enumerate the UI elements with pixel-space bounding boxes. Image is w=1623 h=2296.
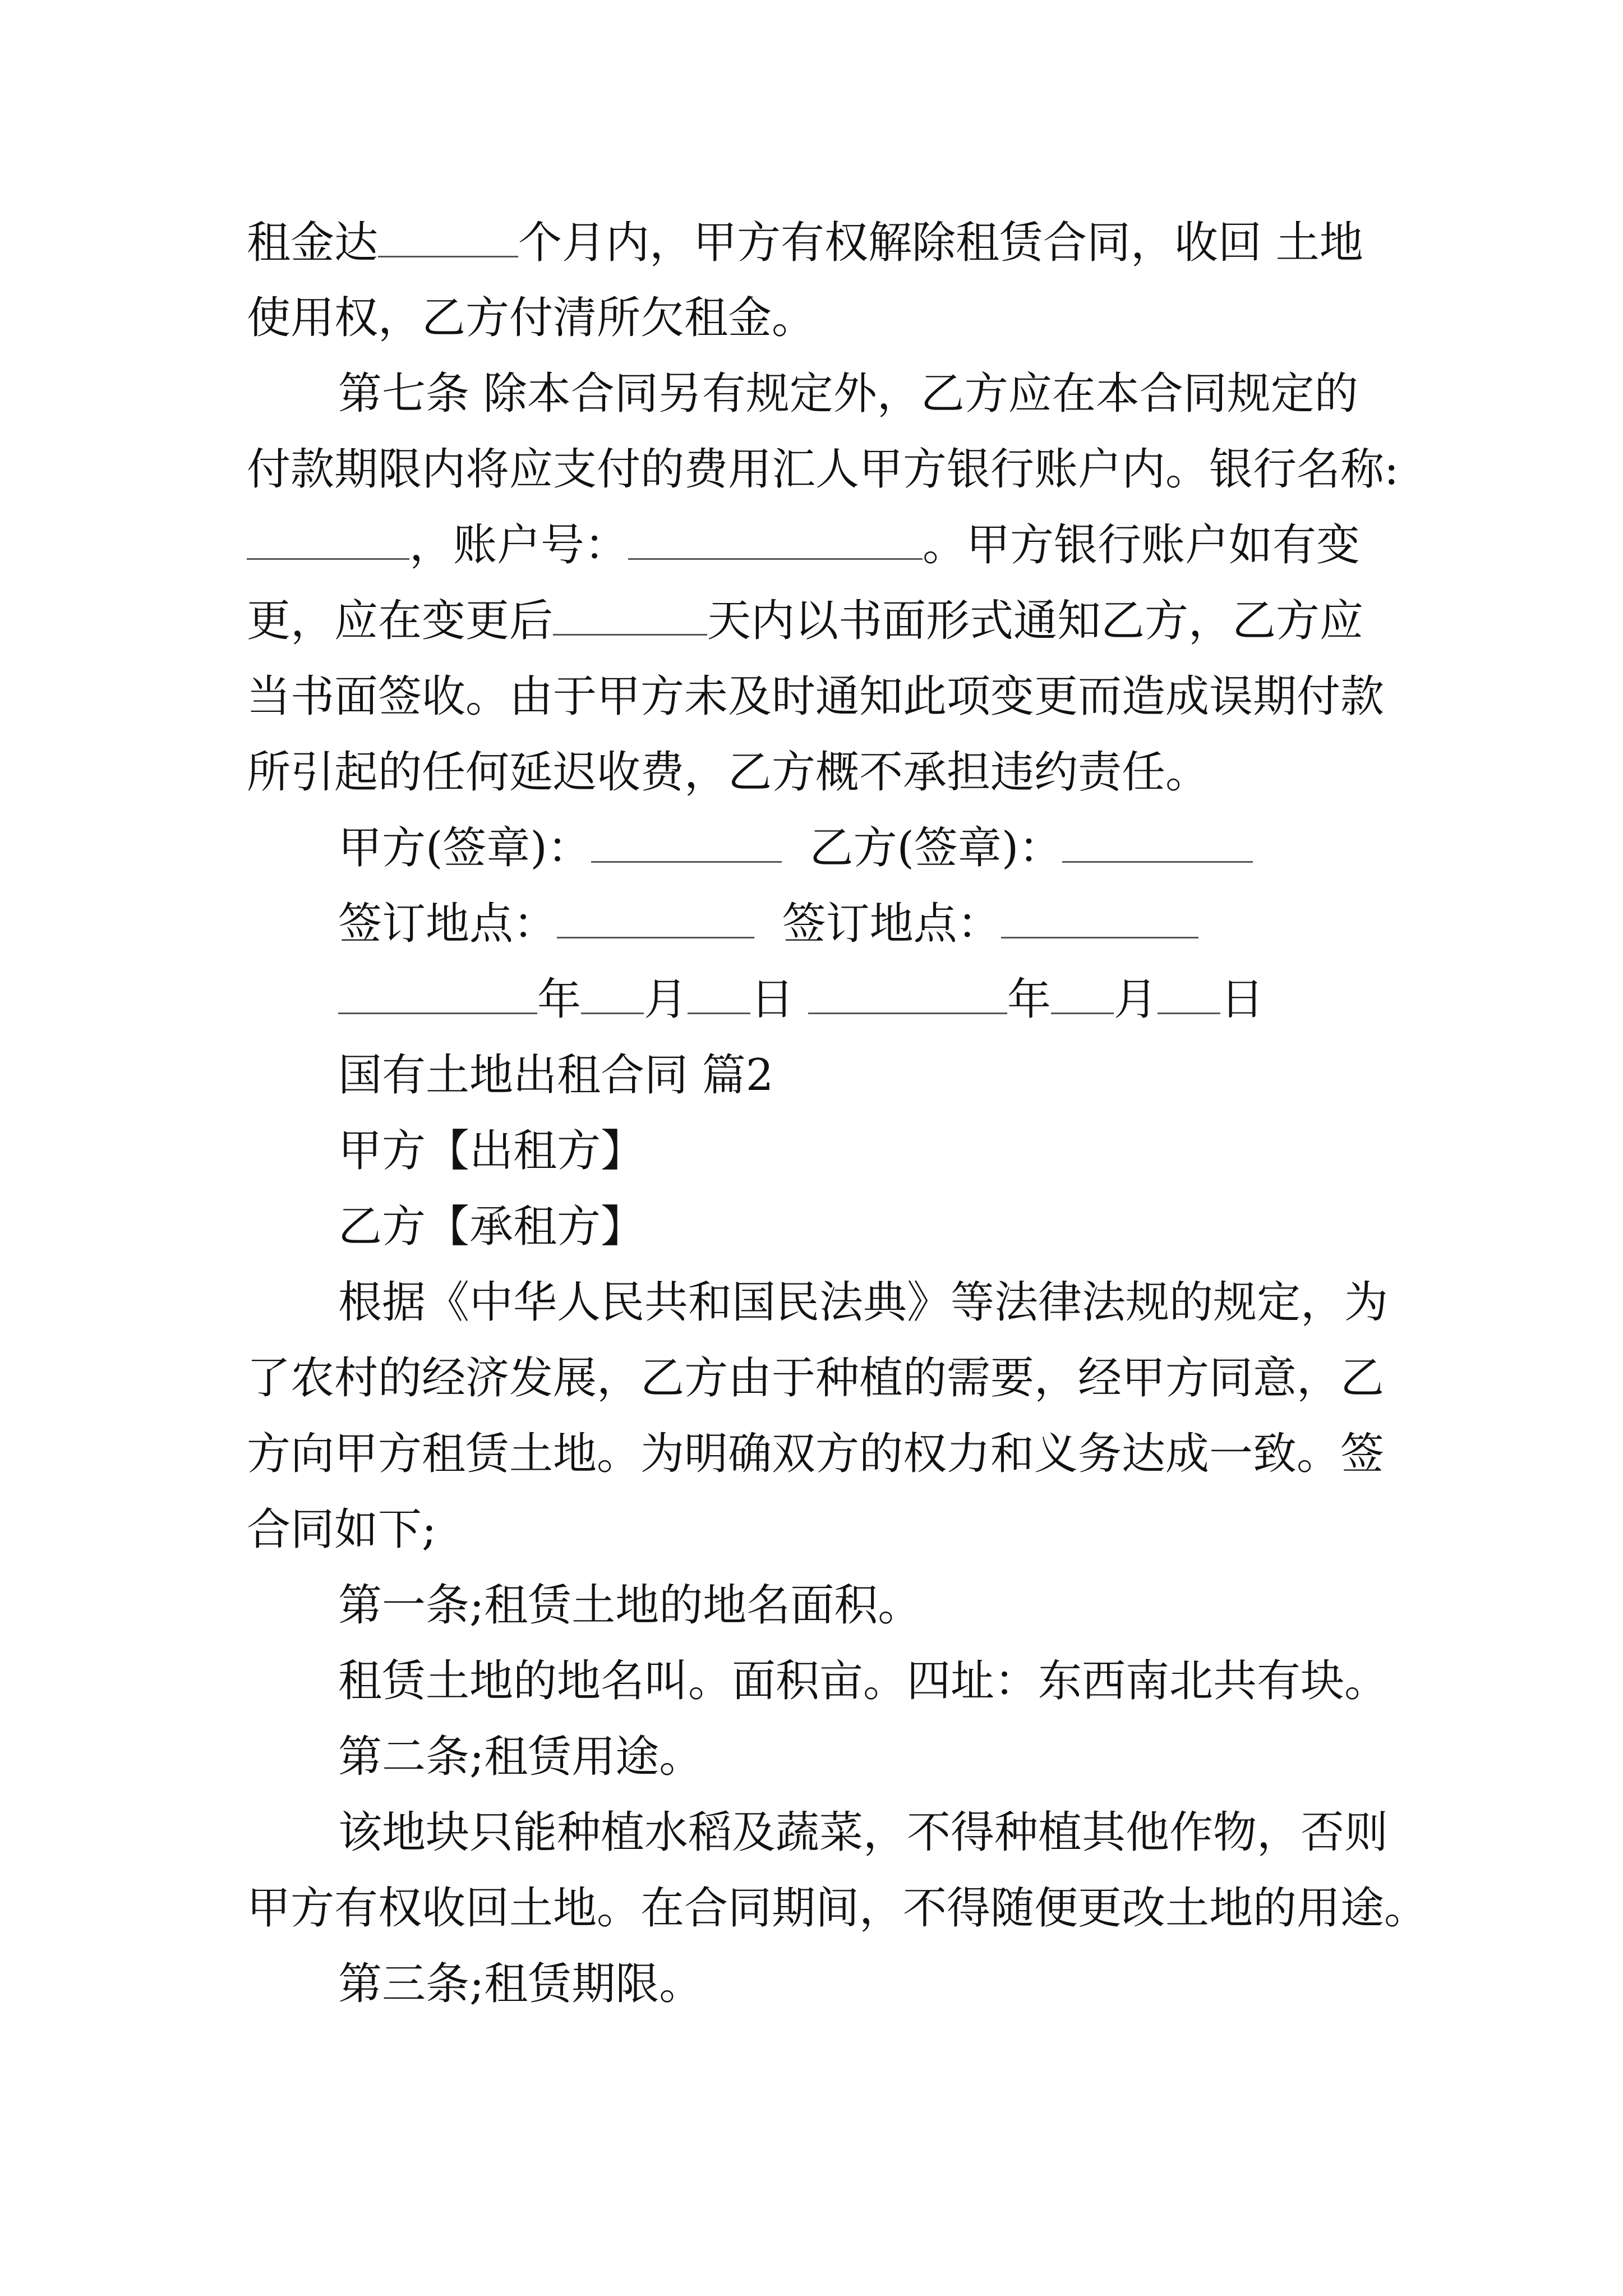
text-segment: 。甲方银行账户如有变 <box>923 520 1361 570</box>
text-line: 所引起的任何延迟收费，乙方概不承担违约责任。 <box>247 747 1210 798</box>
text-line: 方向甲方租赁土地。为明确双方的权力和义务达成一致。签 <box>247 1429 1385 1479</box>
text-line: 付款期限内将应支付的费用汇人甲方银行账户内。银行名称: <box>247 444 1399 495</box>
section-heading: 国有土地出租合同 篇2 <box>338 1050 774 1101</box>
paragraph-start-line: 该地块只能种植水稻及蔬菜，不得种植其他作物，否则 <box>338 1807 1389 1858</box>
month-label: 月 <box>644 974 688 1025</box>
bank-name-blank <box>247 523 409 560</box>
fill-in-blank <box>378 221 518 257</box>
paragraph-start-line: 第七条 除本合同另有规定外，乙方应在本合同规定的 <box>338 369 1358 419</box>
party-a-place-blank <box>557 902 754 938</box>
text-line: 第二条;租赁用途。 <box>338 1732 703 1782</box>
text-line <box>247 517 1360 573</box>
party-b-place-blank <box>1001 902 1198 938</box>
day-label: 日 <box>1220 974 1264 1025</box>
text-line: 第三条;租赁期限。 <box>338 1959 703 2009</box>
day-label: 日 <box>750 974 795 1025</box>
text-segment: 租金达 <box>247 218 379 268</box>
text-line <box>247 593 1363 649</box>
day-blank <box>688 978 750 1014</box>
text-line: 合同如下; <box>247 1504 437 1555</box>
text-segment: 天内以书面形式通知乙方，乙方应 <box>707 596 1364 646</box>
year-blank <box>808 978 1007 1014</box>
party-a-place-label: 签订地点： <box>338 899 557 949</box>
text-line: 了农村的经济发展，乙方由于种植的需要，经甲方同意，乙 <box>247 1353 1385 1404</box>
days-blank <box>553 599 707 636</box>
text-segment: ，账户号： <box>409 520 629 570</box>
party-b-sign-blank <box>1062 826 1253 863</box>
signing-place-line <box>338 896 1198 952</box>
text-line: 使用权，乙方付清所欠租金。 <box>247 293 816 343</box>
text-line: 甲方有权收回土地。在合同期间，不得随便更改土地的用途。 <box>247 1883 1428 1934</box>
text-line: 租赁土地的地名叫。面积亩。四址：东西南北共有块。 <box>338 1656 1389 1706</box>
text-line: 甲方【出租方】 <box>338 1126 645 1176</box>
text-line: 第一条;租赁土地的地名面积。 <box>338 1580 922 1631</box>
party-a-sign-label: 甲方(签章)： <box>338 823 591 873</box>
text-line: 当书面签收。由于甲方未及时通知此项变更而造成误期付款 <box>247 671 1385 722</box>
year-blank <box>338 978 537 1014</box>
month-blank <box>1051 978 1114 1014</box>
month-blank <box>581 978 644 1014</box>
date-line <box>338 972 1264 1028</box>
text-segment: 更，应在变更后 <box>247 596 554 646</box>
text-segment: 个月内，甲方有权解除租赁合同，收回 土地 <box>518 218 1363 268</box>
party-b-place-label: 签订地点： <box>782 899 1001 949</box>
party-b-sign-label: 乙方(签章)： <box>809 823 1063 873</box>
day-blank <box>1158 978 1220 1014</box>
account-number-blank <box>628 523 923 560</box>
year-label: 年 <box>1007 974 1051 1025</box>
signature-line <box>338 820 1253 876</box>
party-a-sign-blank <box>591 826 782 863</box>
paragraph-start-line: 根据《中华人民共和国民法典》等法律法规的规定，为 <box>338 1277 1389 1328</box>
year-label: 年 <box>537 974 582 1025</box>
text-line <box>247 215 1363 271</box>
text-line: 乙方【承租方】 <box>338 1202 645 1252</box>
month-label: 月 <box>1113 974 1158 1025</box>
